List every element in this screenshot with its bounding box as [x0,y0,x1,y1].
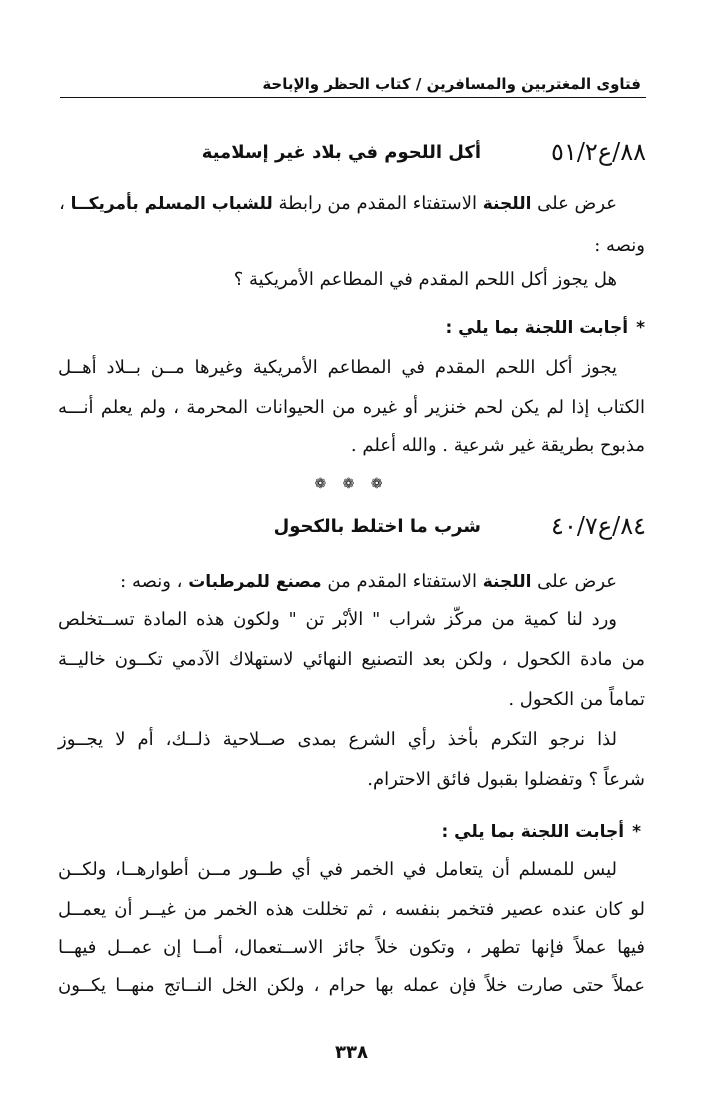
fatwa-1-answer-line: مذبوح بطريقة غير شرعية . والله أعلم . [350,435,645,456]
fatwa-2-answer-line: ليس للمسلم أن يتعامل في الخمر في أي طــور مــن أطوارهــا، ولكــن [58,859,617,880]
requester-name: للشباب المسلم بأمريكــا [70,194,273,214]
fatwa-1-text-label: ونصه : [594,235,645,256]
committee-name: اللجنة [482,194,532,214]
intro-text: عرض على [531,571,617,592]
fatwa-1-question: هل يجوز أكل اللحم المقدم في المطاعم الأمريكية ؟ [233,269,617,290]
header-divider [60,97,646,98]
fatwa-2-question-line: لذا نرجو التكرم بأخذ رأي الشرع بمدى صــلاحية ذلــك، أم لا يجــوز [58,729,617,750]
fatwa-2-question-line: شرعاً ؟ وتفضلوا بقبول فائق الاحترام. [367,769,645,790]
fatwa-2-question-line: من مادة الكحول ، ولكن بعد التصنيع النهائي لاستهلاك الآدمي تكــون خاليــة [58,649,645,670]
fatwa-2-number: ٨٤/ع٤٠/٧ [551,512,646,540]
intro-text: الاستفتاء المقدم من [321,571,483,592]
intro-text: الاستفتاء المقدم من رابطة [272,193,483,214]
fatwa-1-title: أكل اللحوم في بلاد غير إسلامية [201,142,481,163]
fatwa-1-heading [60,138,646,178]
fatwa-1-answer-line: الكتاب إذا لم يكن لحم خنزير أو غيره من الحيوانات المحرمة ، ولم يعلم أنـــه [58,397,645,418]
fatwa-2-heading [60,512,646,552]
section-separator: ❁ ❁ ❁ [314,476,389,492]
requester-name: مصنع للمرطبات [188,572,322,592]
fatwa-2-answer-heading [441,822,641,842]
committee-name: اللجنة [482,572,532,592]
fatwa-1-number: ٨٨/ع٥١/٢ [551,138,646,166]
page-number: ٣٣٨ [335,1042,368,1063]
fatwa-2-answer-line: عملاً حتى صارت خلاً فإن عمله بها حرام ، ولكن الخل النــاتج منهــا يكــون [58,975,645,996]
fatwa-1-answer-line: يجوز أكل اللحم المقدم في المطاعم الأمريكية وغيرها مــن بــلاد أهــل [58,357,617,378]
running-header: فتاوى المغتربين والمسافرين / كتاب الحظر والإباحة [262,75,641,93]
fatwa-1-intro [58,190,645,218]
fatwa-1-answer-heading [445,318,645,338]
intro-text: عرض على [531,193,617,214]
bullet-star-icon: * [632,822,641,842]
fatwa-2-intro [58,568,645,596]
fatwa-2-title: شرب ما اختلط بالكحول [273,516,481,537]
intro-text: ، ونصه : [120,571,189,592]
fatwa-2-answer-line: فيها عملاً فإنها تطهر ، وتكون خلاً جائز الاســتعمال، أمــا إن عمــل فيهــا [58,937,645,958]
fatwa-2-answer-line: لو كان عنده عصير فتخمر بنفسه ، ثم تخللت هذه الخمر من غيــر أن يعمــل [58,899,645,920]
answer-heading-text: أجابت اللجنة بما يلي : [441,822,625,842]
bullet-star-icon: * [636,318,645,338]
answer-heading-text: أجابت اللجنة بما يلي : [445,318,629,338]
fatwa-2-question-line: تماماً من الكحول . [508,689,645,710]
intro-text: ، [59,193,71,214]
fatwa-2-question-line: ورد لنا كمية من مركّز شراب " الأبْر تن " ولكون هذه المادة تســتخلص [58,609,617,630]
